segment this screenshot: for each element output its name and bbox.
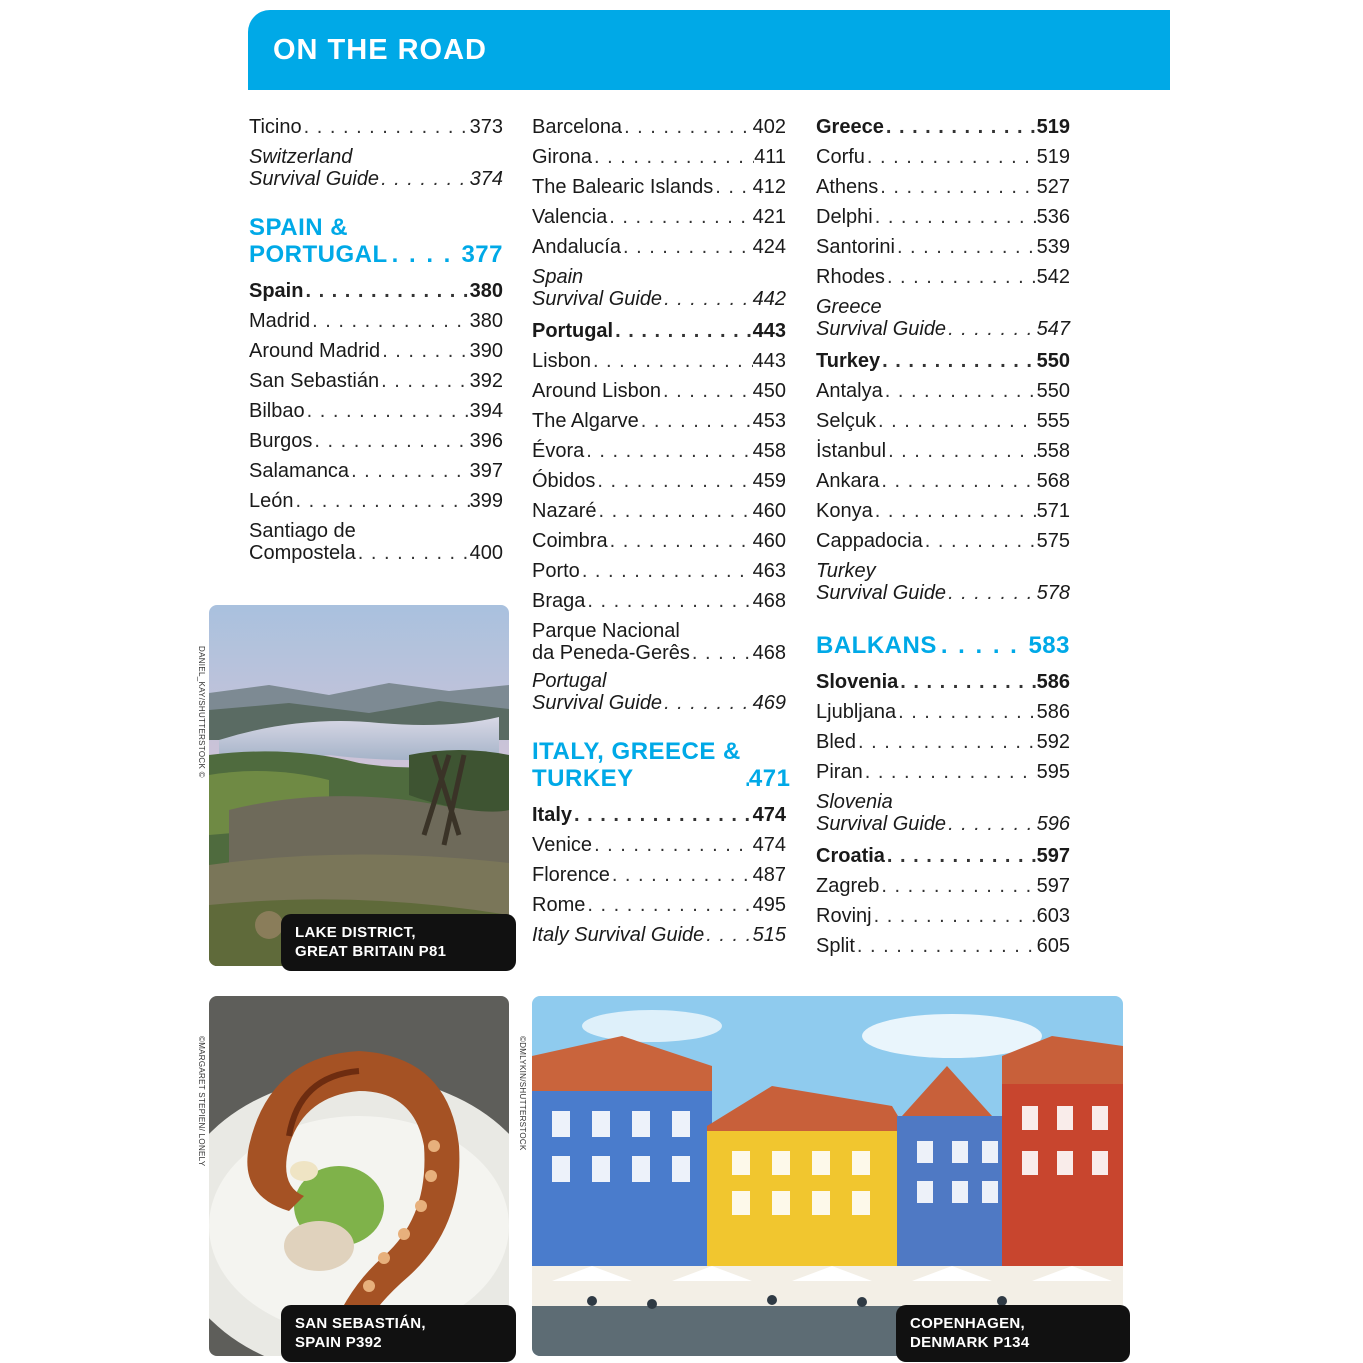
entry-name: Italy [532, 804, 573, 826]
section-title-line2: PORTUGAL [249, 241, 388, 268]
entry-page: 450 [752, 380, 786, 402]
photo-credit-copenhagen: ©DMLYKIN/SHUTTERSTOCK [518, 1036, 527, 1151]
entry-name-line2: Survival Guide [816, 318, 947, 340]
section-heading-italy-greece-turkey[interactable] [532, 738, 791, 792]
page-title: ON THE ROAD [273, 34, 487, 66]
entry-page: 380 [469, 280, 503, 302]
entry-page: 571 [1036, 500, 1070, 522]
toc-entry[interactable] [532, 436, 786, 466]
entry-name: Rovinj [816, 905, 872, 927]
entry-name: Braga [532, 590, 586, 612]
entry-name: Selçuk [816, 410, 877, 432]
entry-name: Burgos [249, 430, 313, 452]
entry-page: 443 [752, 320, 786, 342]
entry-page: 394 [469, 400, 503, 422]
entry-name: Zagreb [816, 875, 880, 897]
entry-name: Évora [532, 440, 585, 462]
toc-entry[interactable] [532, 556, 786, 586]
section-heading-balkans[interactable] [816, 632, 1070, 659]
section-title-line1: SPAIN & [249, 214, 349, 241]
toc-entry[interactable] [816, 871, 1070, 901]
entry-page: 519 [1036, 146, 1070, 168]
photo-caption-octopus: SAN SEBASTIÁN, SPAIN P392 [281, 1305, 516, 1362]
entry-name: Florence [532, 864, 610, 886]
entry-page: 380 [469, 310, 503, 332]
entry-name: Madrid [249, 310, 311, 332]
toc-entry[interactable] [249, 366, 503, 396]
entry-page: 536 [1036, 206, 1070, 228]
toc-entry[interactable] [816, 901, 1070, 931]
entry-name: Salamanca [249, 460, 350, 482]
toc-entry-survival-guide[interactable] [816, 296, 1070, 340]
entry-name: Nazaré [532, 500, 597, 522]
entry-page: 469 [752, 692, 786, 714]
entry-page: 474 [752, 834, 786, 856]
toc-entry[interactable] [532, 586, 786, 616]
section-title: BALKANS [816, 632, 937, 659]
entry-name: Corfu [816, 146, 865, 168]
entry-page: 550 [1036, 380, 1070, 402]
entry-name: Piran [816, 761, 863, 783]
entry-name: Athens [816, 176, 879, 198]
entry-name: Greece [816, 116, 884, 138]
entry-page: 605 [1036, 935, 1070, 957]
toc-entry[interactable] [249, 306, 503, 336]
entry-page: 592 [1036, 731, 1070, 753]
toc-entry[interactable] [816, 376, 1070, 406]
entry-name: Croatia [816, 845, 885, 867]
toc-entry[interactable] [816, 202, 1070, 232]
entry-name: İstanbul [816, 440, 887, 462]
toc-entry[interactable] [532, 860, 786, 890]
toc-entry[interactable] [816, 841, 1070, 871]
entry-name: Ljubljana [816, 701, 897, 723]
entry-name: Cappadocia [816, 530, 923, 552]
entry-name: Ticino [249, 116, 302, 138]
entry-page: 586 [1036, 671, 1070, 693]
entry-page: 424 [752, 236, 786, 258]
entry-page: 397 [469, 460, 503, 482]
entry-name: Bled [816, 731, 857, 753]
toc-entry[interactable] [532, 376, 786, 406]
entry-page: 595 [1036, 761, 1070, 783]
toc-entry[interactable] [532, 202, 786, 232]
entry-name: Coimbra [532, 530, 608, 552]
toc-entry[interactable] [532, 526, 786, 556]
entry-name: Antalya [816, 380, 883, 402]
entry-page: 392 [469, 370, 503, 392]
toc-entry[interactable] [249, 520, 503, 564]
toc-entry[interactable] [532, 112, 786, 142]
toc-entry[interactable] [532, 232, 786, 262]
entry-name: Konya [816, 500, 873, 522]
toc-column-2 [532, 112, 791, 950]
entry-name-line1: Parque Nacional [532, 620, 680, 642]
toc-entry[interactable] [816, 697, 1070, 727]
entry-name: Spain [249, 280, 304, 302]
toc-entry[interactable] [532, 496, 786, 526]
entry-name: Santorini [816, 236, 895, 258]
entry-page: 597 [1036, 875, 1070, 897]
entry-name-line2: Survival Guide [532, 692, 663, 714]
toc-entry[interactable] [816, 406, 1070, 436]
entry-page: 396 [469, 430, 503, 452]
photo-caption-lake: LAKE DISTRICT, GREAT BRITAIN P81 [281, 914, 516, 971]
entry-name: Lisbon [532, 350, 591, 372]
entry-name-line1: Santiago de [249, 520, 356, 542]
entry-name-line1: Greece [816, 296, 882, 318]
entry-name-line1: Spain [532, 266, 584, 288]
toc-entry[interactable] [816, 757, 1070, 787]
entry-page: 460 [752, 500, 786, 522]
octopus-dish-photo[interactable] [209, 996, 509, 1356]
section-page: 377 [461, 241, 503, 268]
toc-entry[interactable] [816, 466, 1070, 496]
entry-name-line1: Turkey [816, 560, 876, 582]
toc-entry-survival-guide[interactable] [249, 146, 503, 190]
toc-column-3 [816, 112, 1070, 961]
entry-name: Rome [532, 894, 586, 916]
entry-name: Portugal [532, 320, 614, 342]
toc-entry[interactable] [816, 346, 1070, 376]
entry-name-line2: Survival Guide [249, 168, 380, 190]
toc-entry[interactable] [816, 262, 1070, 292]
photo-caption-copenhagen: COPENHAGEN, DENMARK P134 [896, 1305, 1130, 1362]
entry-page: 400 [469, 542, 503, 564]
toc-entry[interactable] [816, 172, 1070, 202]
toc-entry[interactable] [249, 456, 503, 486]
entry-page: 390 [469, 340, 503, 362]
toc-entry[interactable] [249, 426, 503, 456]
entry-page: 421 [752, 206, 786, 228]
entry-page: 411 [754, 146, 786, 168]
entry-name-line1: Switzerland [249, 146, 353, 168]
toc-entry[interactable] [249, 112, 503, 142]
entry-page: 463 [752, 560, 786, 582]
entry-page: 374 [469, 168, 503, 190]
entry-name: Turkey [816, 350, 881, 372]
toc-entry[interactable] [816, 667, 1070, 697]
entry-page: 555 [1036, 410, 1070, 432]
section-page: 471 [748, 765, 791, 792]
entry-name: Slovenia [816, 671, 899, 693]
lake-district-photo[interactable] [209, 605, 509, 966]
entry-page: 547 [1036, 318, 1070, 340]
entry-name: Óbidos [532, 470, 596, 492]
entry-name-line2: Survival Guide [816, 813, 947, 835]
toc-entry[interactable] [249, 486, 503, 516]
entry-page: 550 [1036, 350, 1070, 372]
entry-page: 542 [1036, 266, 1070, 288]
toc-entry[interactable] [249, 396, 503, 426]
toc-entry[interactable] [532, 830, 786, 860]
entry-page: 568 [1036, 470, 1070, 492]
entry-name: Andalucía [532, 236, 621, 258]
section-page: 583 [1028, 632, 1070, 659]
entry-page: 597 [1036, 845, 1070, 867]
entry-page: 468 [752, 590, 786, 612]
entry-name: Ankara [816, 470, 880, 492]
toc-entry[interactable] [532, 406, 786, 436]
entry-page: 460 [752, 530, 786, 552]
toc-entry[interactable] [249, 276, 503, 306]
toc-entry[interactable] [816, 526, 1070, 556]
entry-name: San Sebastián [249, 370, 380, 392]
entry-page: 558 [1036, 440, 1070, 462]
toc-entry[interactable] [532, 800, 786, 830]
entry-name-line2: Compostela [249, 542, 356, 564]
toc-entry[interactable] [249, 336, 503, 366]
entry-name-line2: Survival Guide [816, 582, 947, 604]
header-bar [248, 10, 1170, 90]
entry-page: 474 [752, 804, 786, 826]
entry-page: 578 [1036, 582, 1070, 604]
entry-page: 487 [752, 864, 786, 886]
entry-name: Valencia [532, 206, 608, 228]
toc-entry[interactable] [532, 172, 786, 202]
entry-page: 442 [752, 288, 786, 310]
entry-name: Italy Survival Guide [532, 924, 705, 946]
entry-name: Bilbao [249, 400, 305, 422]
toc-entry[interactable] [816, 142, 1070, 172]
toc-entry-survival-guide[interactable] [532, 266, 786, 310]
entry-page: 402 [752, 116, 786, 138]
entry-name: Delphi [816, 206, 873, 228]
entry-page: 596 [1036, 813, 1070, 835]
toc-entry-survival-guide[interactable] [532, 920, 786, 950]
entry-name: Venice [532, 834, 593, 856]
entry-name-line1: Slovenia [816, 791, 893, 813]
entry-name: The Balearic Islands [532, 176, 714, 198]
entry-page: 373 [469, 116, 503, 138]
entry-name: Barcelona [532, 116, 623, 138]
toc-column-1 [249, 112, 503, 570]
entry-page: 399 [469, 490, 503, 512]
entry-name: Around Madrid [249, 340, 381, 362]
entry-page: 527 [1036, 176, 1070, 198]
toc-entry[interactable] [816, 436, 1070, 466]
entry-name: Split [816, 935, 855, 957]
entry-name-line2: da Peneda-Gerês [532, 642, 690, 664]
section-title-line1: ITALY, GREECE & [532, 738, 741, 765]
entry-name: Around Lisbon [532, 380, 661, 402]
entry-name: Porto [532, 560, 580, 582]
entry-name: León [249, 490, 294, 512]
entry-page: 459 [752, 470, 786, 492]
toc-entry[interactable] [532, 890, 786, 920]
entry-name-line2: Survival Guide [532, 288, 663, 310]
toc-entry[interactable] [532, 316, 786, 346]
toc-entry[interactable] [532, 620, 786, 664]
toc-entry-survival-guide[interactable] [816, 791, 1070, 835]
toc-entry-survival-guide[interactable] [532, 670, 786, 714]
toc-entry[interactable] [816, 496, 1070, 526]
toc-entry-survival-guide[interactable] [816, 560, 1070, 604]
entry-name: Rhodes [816, 266, 885, 288]
entry-page: 458 [752, 440, 786, 462]
toc-entry[interactable] [532, 142, 786, 172]
entry-page: 468 [752, 642, 786, 664]
entry-page: 495 [752, 894, 786, 916]
entry-page: 586 [1036, 701, 1070, 723]
toc-entry[interactable] [816, 232, 1070, 262]
entry-name-line1: Portugal [532, 670, 607, 692]
entry-page: 515 [752, 924, 786, 946]
entry-page: 412 [752, 176, 786, 198]
photo-credit-lake: DANIEL_KAY/SHUTTERSTOCK © [197, 646, 206, 778]
toc-entry[interactable] [532, 346, 786, 376]
entry-page: 539 [1036, 236, 1070, 258]
entry-page: 519 [1036, 116, 1070, 138]
toc-entry[interactable] [816, 727, 1070, 757]
entry-page: 443 [752, 350, 786, 372]
copenhagen-photo[interactable] [532, 996, 1123, 1356]
toc-entry[interactable] [532, 466, 786, 496]
section-heading-spain-portugal[interactable] [249, 214, 503, 268]
toc-entry[interactable] [816, 112, 1070, 142]
entry-page: 453 [752, 410, 786, 432]
entry-page: 575 [1036, 530, 1070, 552]
section-title-line2: TURKEY [532, 765, 634, 792]
entry-page: 603 [1036, 905, 1070, 927]
photo-credit-octopus: ©MARGARET STEPIEN/ LONELY [197, 1036, 206, 1167]
entry-name: The Algarve [532, 410, 639, 432]
entry-name: Girona [532, 146, 593, 168]
toc-entry[interactable] [816, 931, 1070, 961]
